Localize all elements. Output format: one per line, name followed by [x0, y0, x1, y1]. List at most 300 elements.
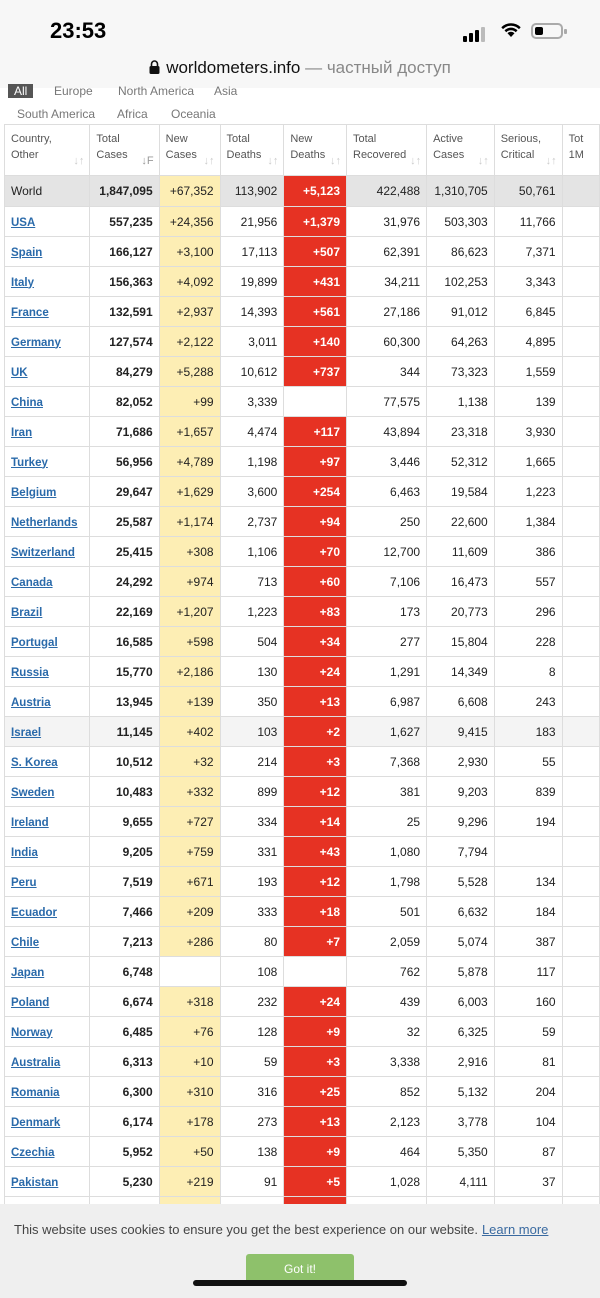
- cell-total-deaths: 334: [220, 807, 284, 837]
- cell-new-deaths: [284, 957, 347, 987]
- country-link[interactable]: Russia: [11, 666, 49, 679]
- cell-total-recovered: 173: [347, 597, 427, 627]
- cell-new-cases: +178: [159, 1107, 220, 1137]
- cell-serious-critical: 204: [494, 1077, 562, 1107]
- th-tot-per-1m[interactable]: Tot 1M: [562, 125, 599, 176]
- cell-new-cases: +5,288: [159, 357, 220, 387]
- cell-new-cases: +402: [159, 717, 220, 747]
- cell-total-recovered: 250: [347, 507, 427, 537]
- country-link[interactable]: Belgium: [11, 486, 57, 499]
- cell-active-cases: 9,415: [427, 717, 495, 747]
- cell-total-recovered: 6,987: [347, 687, 427, 717]
- th-serious-critical[interactable]: Serious, Critical ↓↑: [494, 125, 562, 176]
- cell-serious-critical: 1,665: [494, 447, 562, 477]
- cell-total-deaths: 899: [220, 777, 284, 807]
- cell-serious-critical: 59: [494, 1017, 562, 1047]
- private-mode-label: — частный доступ: [305, 58, 451, 77]
- table-row: [5, 717, 600, 747]
- cell-tot-per-1m: [562, 237, 599, 267]
- cell-tot-per-1m: [562, 176, 599, 207]
- cell-active-cases: 14,349: [427, 657, 495, 687]
- home-indicator: [193, 1280, 407, 1286]
- cell-total-recovered: 6,463: [347, 477, 427, 507]
- table-row: [5, 357, 600, 387]
- cell-active-cases: 19,584: [427, 477, 495, 507]
- cell-total-recovered: 1,627: [347, 717, 427, 747]
- cell-tot-per-1m: [562, 507, 599, 537]
- cell-total-recovered: 1,028: [347, 1167, 427, 1197]
- cell-new-deaths: +1,379: [284, 207, 347, 237]
- cell-country: [5, 867, 90, 897]
- cell-total-deaths: 138: [220, 1137, 284, 1167]
- cell-new-deaths: +561: [284, 297, 347, 327]
- table-row: [5, 507, 600, 537]
- cell-new-cases: +50: [159, 1137, 220, 1167]
- cell-active-cases: 4,111: [427, 1167, 495, 1197]
- cell-country: [5, 567, 90, 597]
- cell-total-recovered: 31,976: [347, 207, 427, 237]
- tab-africa[interactable]: Africa: [117, 107, 148, 121]
- cell-total-deaths: 2,737: [220, 507, 284, 537]
- cell-total-deaths: 1,106: [220, 537, 284, 567]
- cell-new-deaths: +83: [284, 597, 347, 627]
- cell-total-deaths: 350: [220, 687, 284, 717]
- cell-serious-critical: 104: [494, 1107, 562, 1137]
- cell-tot-per-1m: [562, 597, 599, 627]
- cell-total-cases: 6,748: [90, 957, 159, 987]
- cell-new-deaths: +254: [284, 477, 347, 507]
- cell-new-deaths: +3: [284, 747, 347, 777]
- th-new-cases[interactable]: New Cases ↓↑: [159, 125, 220, 176]
- cell-total-cases: 156,363: [90, 267, 159, 297]
- table-row: [5, 1047, 600, 1077]
- cell-serious-critical: 194: [494, 807, 562, 837]
- cell-country: [5, 1077, 90, 1107]
- country-link[interactable]: Iran: [11, 426, 33, 439]
- cell-tot-per-1m: [562, 207, 599, 237]
- country-link[interactable]: Canada: [11, 576, 53, 589]
- country-link[interactable]: Pakistan: [11, 1176, 59, 1189]
- table-row: [5, 1017, 600, 1047]
- cell-serious-critical: 387: [494, 927, 562, 957]
- cell-new-deaths: +60: [284, 567, 347, 597]
- cell-total-deaths: 713: [220, 567, 284, 597]
- country-link[interactable]: China: [11, 396, 43, 409]
- cell-serious-critical: 557: [494, 567, 562, 597]
- country-link[interactable]: USA: [11, 216, 36, 229]
- cell-total-cases: 557,235: [90, 207, 159, 237]
- wifi-icon: [500, 22, 522, 43]
- cell-new-cases: +139: [159, 687, 220, 717]
- cell-tot-per-1m: [562, 1077, 599, 1107]
- cell-total-recovered: 381: [347, 777, 427, 807]
- cell-active-cases: 2,930: [427, 747, 495, 777]
- table-row: [5, 567, 600, 597]
- country-link[interactable]: Netherlands: [11, 516, 78, 529]
- cell-total-cases: 6,674: [90, 987, 159, 1017]
- cell-serious-critical: 139: [494, 387, 562, 417]
- cell-total-cases: 166,127: [90, 237, 159, 267]
- cell-active-cases: 2,916: [427, 1047, 495, 1077]
- cell-total-deaths: 113,902: [220, 176, 284, 207]
- country-link[interactable]: Peru: [11, 876, 37, 889]
- cell-tot-per-1m: [562, 747, 599, 777]
- country-link[interactable]: Spain: [11, 246, 43, 259]
- cell-new-cases: +286: [159, 927, 220, 957]
- cell-total-recovered: 3,446: [347, 447, 427, 477]
- cell-total-cases: 7,519: [90, 867, 159, 897]
- tab-europe[interactable]: Europe: [54, 84, 93, 98]
- cell-new-cases: +4,789: [159, 447, 220, 477]
- table-row: [5, 1167, 600, 1197]
- country-link[interactable]: France: [11, 306, 49, 319]
- cell-total-recovered: 12,700: [347, 537, 427, 567]
- cell-new-cases: +1,629: [159, 477, 220, 507]
- cell-total-recovered: 1,291: [347, 657, 427, 687]
- clock: 23:53: [50, 18, 107, 43]
- cell-active-cases: 6,608: [427, 687, 495, 717]
- cell-total-cases: 6,313: [90, 1047, 159, 1077]
- cell-total-deaths: 128: [220, 1017, 284, 1047]
- cell-total-deaths: 108: [220, 957, 284, 987]
- cell-total-recovered: 852: [347, 1077, 427, 1107]
- cell-active-cases: 1,310,705: [427, 176, 495, 207]
- cell-new-cases: +1,207: [159, 597, 220, 627]
- cell-active-cases: 503,303: [427, 207, 495, 237]
- cell-new-deaths: +94: [284, 507, 347, 537]
- cell-active-cases: 9,203: [427, 777, 495, 807]
- cell-total-cases: 24,292: [90, 567, 159, 597]
- cell-serious-critical: 3,930: [494, 417, 562, 447]
- cell-new-cases: +1,174: [159, 507, 220, 537]
- table-row: [5, 1107, 600, 1137]
- country-link[interactable]: Ecuador: [11, 906, 58, 919]
- cell-total-cases: 7,466: [90, 897, 159, 927]
- table-row: [5, 267, 600, 297]
- cell-total-deaths: 232: [220, 987, 284, 1017]
- cell-new-deaths: +34: [284, 627, 347, 657]
- cell-country: [5, 387, 90, 417]
- cell-new-cases: +10: [159, 1047, 220, 1077]
- cell-tot-per-1m: [562, 627, 599, 657]
- cell-total-recovered: 762: [347, 957, 427, 987]
- cell-tot-per-1m: [562, 897, 599, 927]
- table-row: [5, 1077, 600, 1107]
- cell-new-deaths: +13: [284, 1107, 347, 1137]
- got-it-button[interactable]: Got it!: [246, 1254, 354, 1284]
- cell-country: [5, 447, 90, 477]
- cell-serious-critical: 1,223: [494, 477, 562, 507]
- cell-new-deaths: +97: [284, 447, 347, 477]
- cell-country: [5, 1017, 90, 1047]
- country-link[interactable]: Switzerland: [11, 546, 75, 559]
- country-link[interactable]: Norway: [11, 1026, 53, 1039]
- cell-total-recovered: 422,488: [347, 176, 427, 207]
- cell-new-deaths: +13: [284, 687, 347, 717]
- cell-tot-per-1m: [562, 927, 599, 957]
- cell-country: [5, 1137, 90, 1167]
- cell-new-deaths: +3: [284, 1047, 347, 1077]
- cell-country: [5, 597, 90, 627]
- learn-more-link[interactable]: Learn more: [481, 1222, 549, 1237]
- cell-active-cases: 6,325: [427, 1017, 495, 1047]
- table-row: [5, 687, 600, 717]
- cell-total-cases: 6,485: [90, 1017, 159, 1047]
- table-row: [5, 327, 600, 357]
- cell-new-deaths: +9: [284, 1137, 347, 1167]
- cell-new-cases: +1,657: [159, 417, 220, 447]
- cell-serious-critical: 81: [494, 1047, 562, 1077]
- cell-country: [5, 537, 90, 567]
- cell-serious-critical: [494, 837, 562, 867]
- cell-total-cases: 9,205: [90, 837, 159, 867]
- country-link[interactable]: Romania: [11, 1086, 60, 1099]
- cell-active-cases: 6,632: [427, 897, 495, 927]
- cell-country: [5, 1107, 90, 1137]
- cell-active-cases: 23,318: [427, 417, 495, 447]
- cell-total-deaths: 331: [220, 837, 284, 867]
- cell-serious-critical: 87: [494, 1137, 562, 1167]
- cell-country: [5, 957, 90, 987]
- cell-country: [5, 477, 90, 507]
- country-link[interactable]: India: [11, 846, 38, 859]
- cell-active-cases: 64,263: [427, 327, 495, 357]
- cell-serious-critical: 55: [494, 747, 562, 777]
- cell-total-deaths: 19,899: [220, 267, 284, 297]
- cell-tot-per-1m: [562, 687, 599, 717]
- cell-active-cases: 16,473: [427, 567, 495, 597]
- country-link[interactable]: UK: [11, 366, 28, 379]
- cell-total-recovered: 77,575: [347, 387, 427, 417]
- cell-new-deaths: +24: [284, 987, 347, 1017]
- th-active-cases[interactable]: Active Cases ↓↑: [427, 125, 495, 176]
- cell-serious-critical: 3,343: [494, 267, 562, 297]
- country-link[interactable]: Poland: [11, 996, 50, 1009]
- th-total-deaths[interactable]: Total Deaths ↓↑: [220, 125, 284, 176]
- cell-total-cases: 6,300: [90, 1077, 159, 1107]
- tab-oceania[interactable]: Oceania: [171, 107, 216, 121]
- cell-tot-per-1m: [562, 807, 599, 837]
- cell-country: [5, 807, 90, 837]
- cell-new-cases: +4,092: [159, 267, 220, 297]
- cell-new-cases: +727: [159, 807, 220, 837]
- sort-icon: ↓↑: [477, 155, 489, 167]
- cell-new-cases: +2,186: [159, 657, 220, 687]
- cell-total-deaths: 80: [220, 927, 284, 957]
- cell-new-deaths: [284, 387, 347, 417]
- cell-country: World: [5, 176, 90, 207]
- country-link[interactable]: Australia: [11, 1056, 61, 1069]
- th-new-deaths[interactable]: New Deaths ↓↑: [284, 125, 347, 176]
- cell-total-deaths: 21,956: [220, 207, 284, 237]
- cell-serious-critical: 296: [494, 597, 562, 627]
- cell-serious-critical: 1,559: [494, 357, 562, 387]
- cell-tot-per-1m: [562, 357, 599, 387]
- world-row: [5, 176, 600, 207]
- country-link[interactable]: Germany: [11, 336, 61, 349]
- cell-new-deaths: +507: [284, 237, 347, 267]
- th-total-cases[interactable]: Total Cases ↓F: [90, 125, 159, 176]
- cell-serious-critical: 37: [494, 1167, 562, 1197]
- cell-new-deaths: +5: [284, 1167, 347, 1197]
- table-row: [5, 237, 600, 267]
- cell-total-deaths: 333: [220, 897, 284, 927]
- cell-total-cases: 7,213: [90, 927, 159, 957]
- cell-active-cases: 9,296: [427, 807, 495, 837]
- sort-icon: ↓↑: [410, 155, 422, 167]
- cell-tot-per-1m: [562, 957, 599, 987]
- cell-active-cases: 11,609: [427, 537, 495, 567]
- cell-active-cases: 20,773: [427, 597, 495, 627]
- cell-active-cases: 86,623: [427, 237, 495, 267]
- cell-country: [5, 627, 90, 657]
- cell-total-cases: 13,945: [90, 687, 159, 717]
- country-link[interactable]: Ireland: [11, 816, 49, 829]
- country-link[interactable]: Denmark: [11, 1116, 61, 1129]
- cell-new-deaths: +117: [284, 417, 347, 447]
- cell-active-cases: 73,323: [427, 357, 495, 387]
- lock-icon: [149, 59, 160, 79]
- cell-total-cases: 56,956: [90, 447, 159, 477]
- cell-country: [5, 987, 90, 1017]
- country-link[interactable]: Turkey: [11, 456, 48, 469]
- tab-north-america[interactable]: North America: [118, 84, 195, 98]
- cell-active-cases: 5,350: [427, 1137, 495, 1167]
- cell-total-deaths: 504: [220, 627, 284, 657]
- cell-serious-critical: 134: [494, 867, 562, 897]
- table-row: [5, 867, 600, 897]
- cell-serious-critical: 160: [494, 987, 562, 1017]
- table-row: [5, 447, 600, 477]
- cell-serious-critical: 839: [494, 777, 562, 807]
- cell-new-cases: +2,122: [159, 327, 220, 357]
- cell-new-deaths: +70: [284, 537, 347, 567]
- cell-new-cases: [159, 957, 220, 987]
- table-row: [5, 417, 600, 447]
- cell-country: [5, 1167, 90, 1197]
- cell-new-cases: +332: [159, 777, 220, 807]
- battery-icon: [531, 23, 563, 39]
- tab-all[interactable]: All: [8, 84, 33, 98]
- country-link[interactable]: Italy: [11, 276, 35, 289]
- cell-total-cases: 22,169: [90, 597, 159, 627]
- cell-new-cases: +2,937: [159, 297, 220, 327]
- cell-new-deaths: +43: [284, 837, 347, 867]
- cell-new-deaths: +737: [284, 357, 347, 387]
- tab-asia[interactable]: Asia: [214, 84, 238, 98]
- country-link[interactable]: Austria: [11, 696, 51, 709]
- cookie-message: This website uses cookies to ensure you get the best experience on our website. Learn more: [14, 1222, 549, 1237]
- country-link[interactable]: Brazil: [11, 606, 43, 619]
- country-link[interactable]: Chile: [11, 936, 40, 949]
- cell-serious-critical: 7,371: [494, 237, 562, 267]
- cell-new-deaths: +2: [284, 717, 347, 747]
- cell-total-cases: 16,585: [90, 627, 159, 657]
- cell-new-cases: +759: [159, 837, 220, 867]
- covid-table: [4, 124, 600, 1227]
- cell-total-deaths: 17,113: [220, 237, 284, 267]
- cell-total-deaths: 193: [220, 867, 284, 897]
- url-host: worldometers.info: [166, 58, 301, 77]
- cell-tot-per-1m: [562, 477, 599, 507]
- cell-total-recovered: 25: [347, 807, 427, 837]
- th-country[interactable]: Country, Other ↓↑: [5, 125, 90, 176]
- country-link[interactable]: Portugal: [11, 636, 58, 649]
- cell-active-cases: 52,312: [427, 447, 495, 477]
- cell-tot-per-1m: [562, 867, 599, 897]
- cell-total-recovered: 32: [347, 1017, 427, 1047]
- table-header-row: [5, 125, 600, 176]
- cell-total-recovered: 62,391: [347, 237, 427, 267]
- cell-country: [5, 207, 90, 237]
- cell-serious-critical: 50,761: [494, 176, 562, 207]
- country-link[interactable]: Japan: [11, 966, 45, 979]
- cell-country: [5, 507, 90, 537]
- country-link[interactable]: Sweden: [11, 786, 55, 799]
- table-row: [5, 297, 600, 327]
- ios-status-bar: [0, 0, 600, 58]
- cell-new-deaths: +12: [284, 777, 347, 807]
- table-row: [5, 987, 600, 1017]
- cell-new-cases: +67,352: [159, 176, 220, 207]
- cellular-signal-icon: [463, 24, 487, 42]
- cell-active-cases: 5,528: [427, 867, 495, 897]
- th-total-recovered[interactable]: Total Recovered ↓↑: [347, 125, 427, 176]
- cell-total-recovered: 464: [347, 1137, 427, 1167]
- cell-total-deaths: 3,339: [220, 387, 284, 417]
- country-link[interactable]: Israel: [11, 726, 42, 739]
- table-row: [5, 387, 600, 417]
- table-row: [5, 897, 600, 927]
- cell-country: [5, 777, 90, 807]
- cell-tot-per-1m: [562, 1107, 599, 1137]
- cell-total-deaths: 4,474: [220, 417, 284, 447]
- cell-new-cases: +318: [159, 987, 220, 1017]
- cell-new-cases: +310: [159, 1077, 220, 1107]
- table-row: [5, 537, 600, 567]
- cell-total-recovered: 2,059: [347, 927, 427, 957]
- cell-new-cases: +76: [159, 1017, 220, 1047]
- cell-tot-per-1m: [562, 537, 599, 567]
- cell-total-recovered: 439: [347, 987, 427, 1017]
- cell-country: [5, 657, 90, 687]
- cell-total-cases: 25,587: [90, 507, 159, 537]
- cell-tot-per-1m: [562, 267, 599, 297]
- cell-country: [5, 747, 90, 777]
- sort-icon: ↓↑: [203, 155, 215, 167]
- cell-country: [5, 1047, 90, 1077]
- cell-serious-critical: 8: [494, 657, 562, 687]
- country-link[interactable]: Czechia: [11, 1146, 55, 1159]
- cell-total-recovered: 1,080: [347, 837, 427, 867]
- cell-new-deaths: +5,123: [284, 176, 347, 207]
- cell-tot-per-1m: [562, 1137, 599, 1167]
- cell-total-cases: 10,483: [90, 777, 159, 807]
- tab-south-america[interactable]: South America: [17, 107, 96, 121]
- cell-new-deaths: +7: [284, 927, 347, 957]
- cell-total-cases: 127,574: [90, 327, 159, 357]
- cell-new-deaths: +12: [284, 867, 347, 897]
- cell-new-deaths: +9: [284, 1017, 347, 1047]
- cell-active-cases: 91,012: [427, 297, 495, 327]
- cell-new-cases: +671: [159, 867, 220, 897]
- cell-new-cases: +598: [159, 627, 220, 657]
- country-link[interactable]: S. Korea: [11, 756, 58, 769]
- cell-total-deaths: 59: [220, 1047, 284, 1077]
- cell-total-recovered: 7,368: [347, 747, 427, 777]
- cell-new-deaths: +140: [284, 327, 347, 357]
- cell-total-deaths: 316: [220, 1077, 284, 1107]
